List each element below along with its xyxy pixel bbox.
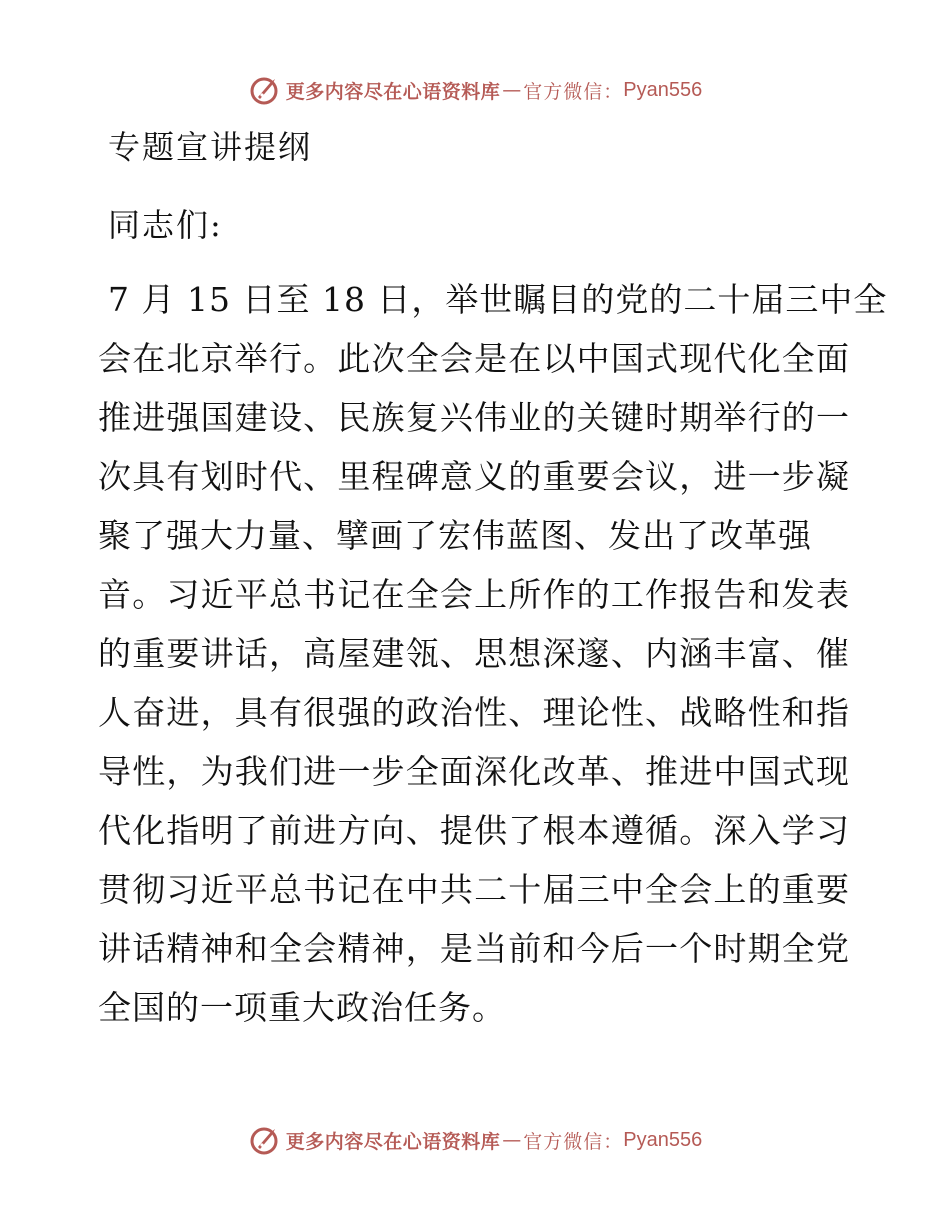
paragraph-line: 7 月 15 日至 18 日，举世瞩目的党的二十届三中全 <box>108 280 888 319</box>
paragraph-line: 的重要讲话，高屋建瓴、思想深邃、内涵丰富、催 <box>98 634 850 673</box>
pen-nib-circle-icon <box>248 1123 282 1157</box>
salutation: 同志们: <box>108 206 223 244</box>
paragraph-line: 人奋进，具有很强的政治性、理论性、战略性和指 <box>98 693 850 732</box>
body-paragraph <box>98 270 888 1037</box>
banner-wechat-id: Pyan556 <box>623 1128 703 1151</box>
banner-dash: — <box>502 79 522 101</box>
paragraph-line: 聚了强大力量、擘画了宏伟蓝图、发出了改革强 <box>98 516 812 555</box>
banner-text: 更多内容尽在心语资料库 <box>285 1130 501 1153</box>
paragraph-line: 代化指明了前进方向、提供了根本遵循。深入学习 <box>98 811 850 850</box>
paragraph-line: 导性，为我们进一步全面深化改革、推进中国式现 <box>98 752 850 791</box>
pen-nib-circle-icon <box>248 73 282 107</box>
header-banner <box>0 70 950 110</box>
paragraph-line: 讲话精神和全会精神，是当前和今后一个时期全党 <box>98 929 850 968</box>
paragraph-line: 推进强国建设、民族复兴伟业的关键时期举行的一 <box>98 398 850 437</box>
paragraph-line: 次具有划时代、里程碑意义的重要会议，进一步凝 <box>98 457 850 496</box>
banner-wechat-label: 官方微信： <box>523 1130 624 1153</box>
banner-wechat-label: 官方微信： <box>523 80 624 103</box>
banner-wechat-id: Pyan556 <box>623 78 703 101</box>
paragraph-line: 音。习近平总书记在全会上所作的工作报告和发表 <box>98 575 850 614</box>
paragraph-line: 贯彻习近平总书记在中共二十届三中全会上的重要 <box>98 870 850 909</box>
paragraph-line: 会在北京举行。此次全会是在以中国式现代化全面 <box>98 339 850 378</box>
banner-dash: — <box>502 1129 522 1151</box>
document-title: 专题宣讲提纲 <box>108 128 313 166</box>
paragraph-line: 全国的一项重大政治任务。 <box>98 988 506 1027</box>
footer-banner <box>0 1120 950 1160</box>
banner-text: 更多内容尽在心语资料库 <box>285 80 501 103</box>
